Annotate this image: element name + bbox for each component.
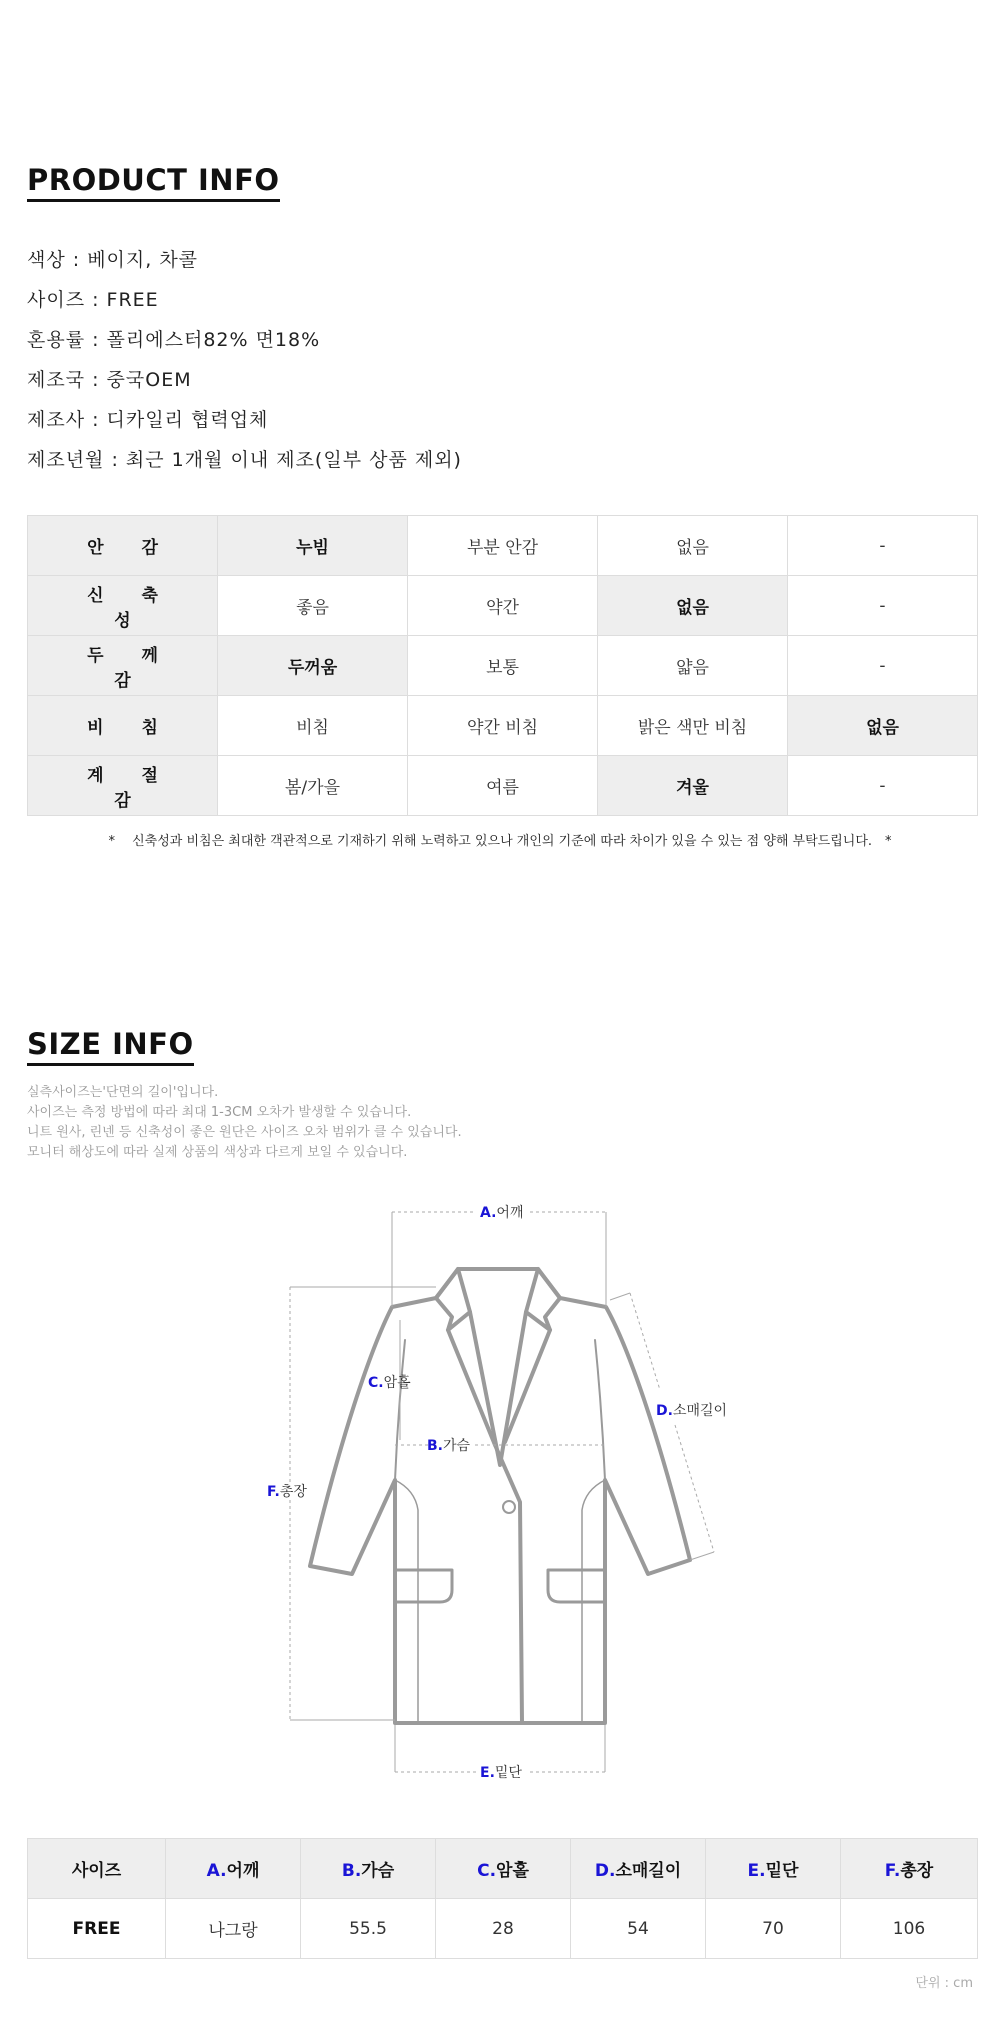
size-table-row: [28, 1899, 978, 1959]
info-material: 혼용률 : 폴리에스터82% 면18%: [27, 329, 321, 351]
size-note: 사이즈는 측정 방법에 따라 최대 1-3CM 오차가 발생할 수 있습니다.: [27, 1105, 412, 1120]
size-notes: [27, 1083, 462, 1163]
attr-option: -: [788, 756, 978, 816]
label-sleeve-length: D.소매길이: [656, 1403, 728, 1419]
header-size: 사이즈: [28, 1839, 166, 1899]
attribute-disclaimer: * 신축성과 비침은 최대한 객관적으로 기재하기 위해 노력하고 있으나 개인의 기준에 따라 차이가 있을 수 있는 점 양해 부탁드립니다. *: [108, 834, 892, 849]
length-value: 106: [841, 1899, 978, 1959]
sleeve-value: 54: [571, 1899, 706, 1959]
attr-row-thickness: [28, 636, 978, 696]
attr-option: -: [788, 636, 978, 696]
attr-option-selected: 겨울: [598, 756, 788, 816]
header-length: F.총장: [841, 1839, 978, 1899]
attr-row-sheerness: [28, 696, 978, 756]
attr-option: -: [788, 516, 978, 576]
attr-option: 비침: [218, 696, 408, 756]
size-table: [27, 1838, 978, 1959]
attr-label: 두께감: [28, 636, 218, 696]
header-hem: E.밑단: [706, 1839, 841, 1899]
size-note: 니트 원사, 린넨 등 신축성이 좋은 원단은 사이즈 오차 범위가 클 수 있습니다.: [27, 1125, 462, 1140]
label-hem: E.밑단: [480, 1765, 522, 1781]
attr-option-selected: 없음: [598, 576, 788, 636]
hem-value: 70: [706, 1899, 841, 1959]
size-value: FREE: [28, 1899, 166, 1959]
attr-option: 약간 비침: [408, 696, 598, 756]
attr-option: 좋음: [218, 576, 408, 636]
attr-row-lining: [28, 516, 978, 576]
attr-option: 없음: [598, 516, 788, 576]
size-table-header: [28, 1839, 978, 1899]
info-size: 사이즈 : FREE: [27, 289, 159, 311]
attr-row-stretch: [28, 576, 978, 636]
attr-option: 봄/가을: [218, 756, 408, 816]
attr-option-selected: 두꺼움: [218, 636, 408, 696]
attr-option: 밝은 색만 비침: [598, 696, 788, 756]
attr-label: 안감: [28, 516, 218, 576]
size-info-title: SIZE INFO: [27, 1027, 194, 1066]
attr-option: 얇음: [598, 636, 788, 696]
attr-label: 계절감: [28, 756, 218, 816]
attr-option: -: [788, 576, 978, 636]
attr-option: 보통: [408, 636, 598, 696]
header-sleeve: D.소매길이: [571, 1839, 706, 1899]
attr-label: 비침: [28, 696, 218, 756]
attr-label: 신축성: [28, 576, 218, 636]
attr-option-selected: 누빔: [218, 516, 408, 576]
unit-label: 단위 : cm: [915, 1976, 973, 1991]
coat-illustration: [310, 1269, 690, 1723]
label-armhole: C.암홀: [368, 1375, 411, 1391]
coat-measurement-diagram: [0, 1180, 1000, 1800]
attr-option: 약간: [408, 576, 598, 636]
label-total-length: F.총장: [267, 1484, 307, 1500]
info-manufacturer: 제조사 : 디카일리 협력업체: [27, 409, 269, 431]
button-icon: [503, 1501, 515, 1513]
header-armhole: C.암홀: [436, 1839, 571, 1899]
measurement-guides: [290, 1212, 714, 1772]
shoulder-value: 나그랑: [166, 1899, 301, 1959]
header-shoulder: A.어깨: [166, 1839, 301, 1899]
attr-option: 여름: [408, 756, 598, 816]
info-color: 색상 : 베이지, 차콜: [27, 249, 199, 271]
attr-option-selected: 없음: [788, 696, 978, 756]
size-note: 실측사이즈는'단면의 길이'입니다.: [27, 1085, 219, 1100]
product-info-list: [27, 240, 462, 480]
attr-row-season: [28, 756, 978, 816]
size-note: 모니터 해상도에 따라 실제 상품의 색상과 다르게 보일 수 있습니다.: [27, 1145, 408, 1160]
product-info-title: PRODUCT INFO: [27, 163, 280, 202]
info-date: 제조년월 : 최근 1개월 이내 제조(일부 상품 제외): [27, 449, 462, 471]
label-shoulder: A.어깨: [480, 1205, 524, 1221]
info-country: 제조국 : 중국OEM: [27, 369, 192, 391]
header-chest: B.가슴: [301, 1839, 436, 1899]
chest-value: 55.5: [301, 1899, 436, 1959]
armhole-value: 28: [436, 1899, 571, 1959]
attribute-table: [27, 515, 978, 816]
attr-option: 부분 안감: [408, 516, 598, 576]
label-chest: B.가슴: [427, 1438, 471, 1454]
